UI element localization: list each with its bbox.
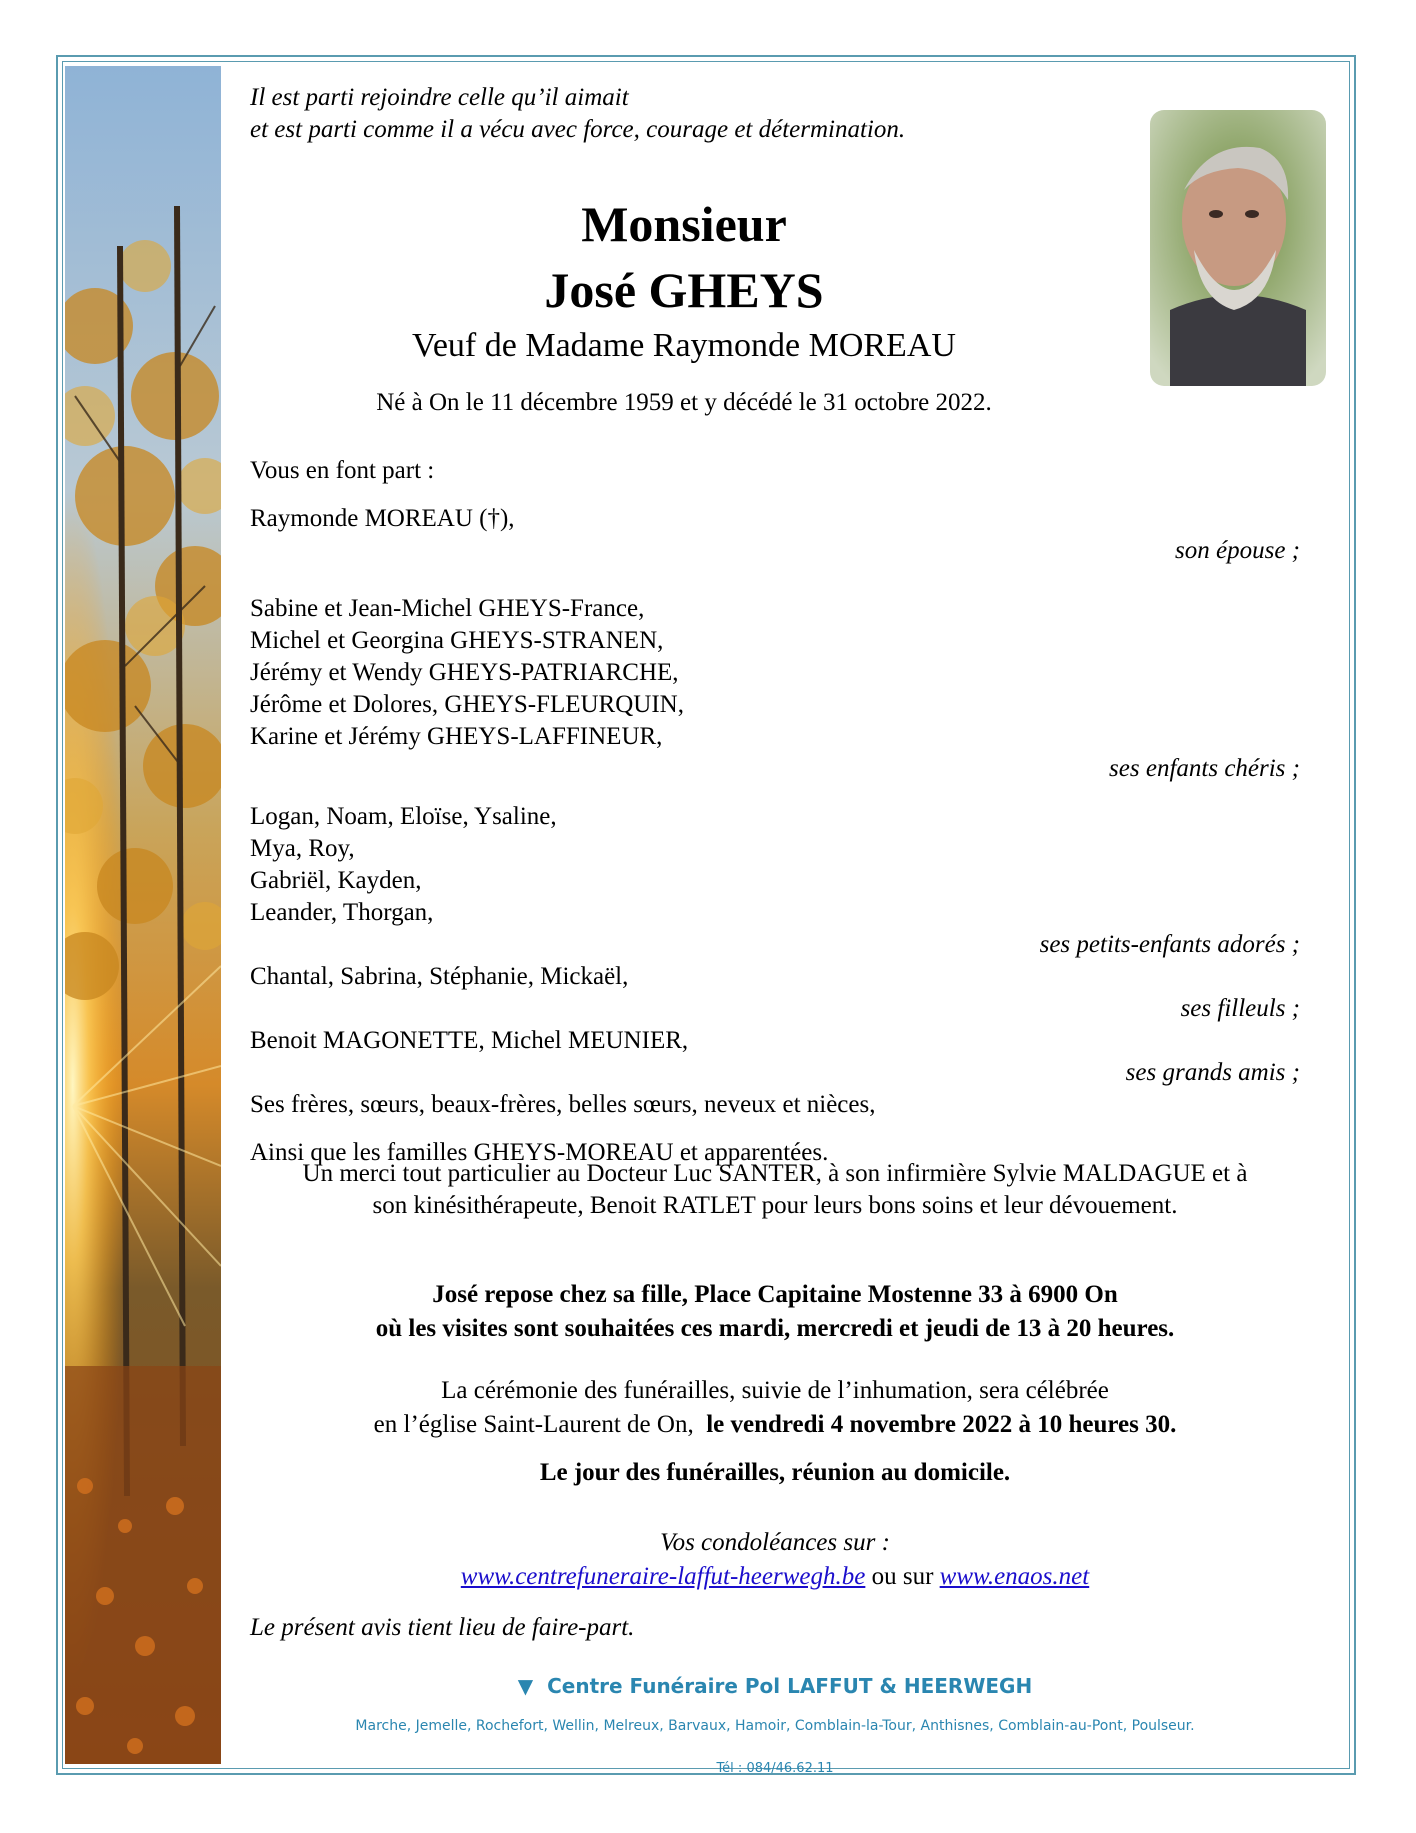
autumn-forest-image <box>65 66 221 1764</box>
triangle-down-icon: ▼ <box>517 1674 534 1698</box>
funeral-home-name <box>250 1672 1300 1700</box>
condolences-label: Vos condoléances sur : <box>660 1529 890 1556</box>
funeral-home-title: Centre Funéraire Pol LAFFUT & HEERWEGH <box>547 1674 1033 1698</box>
child-name: Karine et Jérémy GHEYS-LAFFINEUR, <box>250 723 663 750</box>
grandchildren-role: ses petits-enfants adorés ; <box>1039 931 1300 958</box>
friends-role: ses grands amis ; <box>1125 1059 1300 1086</box>
repose-paragraph <box>250 1278 1300 1346</box>
spouse-name: Raymonde MOREAU (†), <box>250 505 515 532</box>
deceased-name: José GHEYS <box>544 262 824 318</box>
birth-death-line: Né à On le 11 décembre 1959 et y décédé le 31 octobre 2022. <box>376 389 992 416</box>
family-announcement <box>250 455 1300 1169</box>
condolences-link-enaos[interactable]: www.enaos.net <box>939 1563 1090 1590</box>
child-name: Jérémy et Wendy GHEYS-PATRIARCHE, <box>250 659 679 686</box>
friend-names: Benoit MAGONETTE, Michel MEUNIER, <box>250 1027 689 1054</box>
thanks-line: son kinésithérapeute, Benoit RATLET pour leurs bons soins et leur dévouement. <box>372 1192 1178 1219</box>
thanks-line: Un merci tout particulier au Docteur Luc SANTER, à son infirmière Sylvie MALDAGUE et à <box>302 1160 1248 1187</box>
thanks-paragraph <box>250 1158 1300 1222</box>
epigraph-line: Il est parti rejoindre celle qu’il aimait <box>250 84 629 111</box>
portrait-photo <box>1150 110 1326 386</box>
notice-line: Le présent avis tient lieu de faire-part. <box>250 1614 635 1641</box>
funeral-home-phone: Tél : 084/46.62.11 <box>716 1761 834 1776</box>
condolences-block <box>250 1526 1300 1594</box>
ceremony-line <box>250 1408 1300 1442</box>
grandchild-names: Logan, Noam, Eloïse, Ysaline, <box>250 803 557 830</box>
child-name: Sabine et Jean-Michel GHEYS-France, <box>250 595 645 622</box>
siblings-line: Ses frères, sœurs, beaux-frères, belles sœurs, neveux et nièces, <box>250 1091 876 1118</box>
condolences-link-laffut[interactable]: www.centrefuneraire-laffut-heerwegh.be <box>460 1563 866 1590</box>
repose-line: José repose chez sa fille, Place Capitaine Mostenne 33 à 6900 On <box>432 1281 1118 1308</box>
families-line: Ainsi que les familles GHEYS-MOREAU et apparentées. <box>250 1139 829 1166</box>
condolences-separator: ou sur <box>871 1563 934 1590</box>
epigraph-line: et est parti comme il a vécu avec force, courage et détermination. <box>250 116 906 143</box>
repose-line: où les visites sont souhaitées ces mardi, mercredi et jeudi de 13 à 20 heures. <box>375 1315 1175 1342</box>
reunion-line: Le jour des funérailles, réunion au domicile. <box>539 1459 1011 1486</box>
grandchild-names: Mya, Roy, <box>250 835 355 862</box>
godchildren-role: ses filleuls ; <box>1180 995 1300 1022</box>
deceased-title: Monsieur <box>581 196 787 252</box>
announce-intro: Vous en font part : <box>250 457 435 484</box>
godchild-names: Chantal, Sabrina, Stéphanie, Mickaël, <box>250 963 629 990</box>
grandchild-names: Leander, Thorgan, <box>250 899 434 926</box>
child-name: Jérôme et Dolores, GHEYS-FLEURQUIN, <box>250 691 684 718</box>
children-role: ses enfants chéris ; <box>1109 755 1300 782</box>
obituary-content <box>250 82 1300 1776</box>
ceremony-date: le vendredi 4 novembre 2022 à 10 heures 30. <box>706 1411 1177 1438</box>
ceremony-location: en l’église Saint-Laurent de On, <box>373 1411 694 1438</box>
epigraph <box>250 82 1300 146</box>
child-name: Michel et Georgina GHEYS-STRANEN, <box>250 627 664 654</box>
ceremony-line: La cérémonie des funérailles, suivie de l’inhumation, sera célébrée <box>441 1377 1109 1404</box>
widow-of: Veuf de Madame Raymonde MOREAU <box>412 327 956 364</box>
funeral-home-towns: Marche, Jemelle, Rochefort, Wellin, Melreux, Barvaux, Hamoir, Comblain-la-Tour, Anthisnes, Comblain-au-Pont, Poulseur. <box>355 1718 1195 1734</box>
grandchild-names: Gabriël, Kayden, <box>250 867 422 894</box>
spouse-role: son épouse ; <box>1175 537 1300 564</box>
ceremony-paragraph <box>250 1374 1300 1442</box>
